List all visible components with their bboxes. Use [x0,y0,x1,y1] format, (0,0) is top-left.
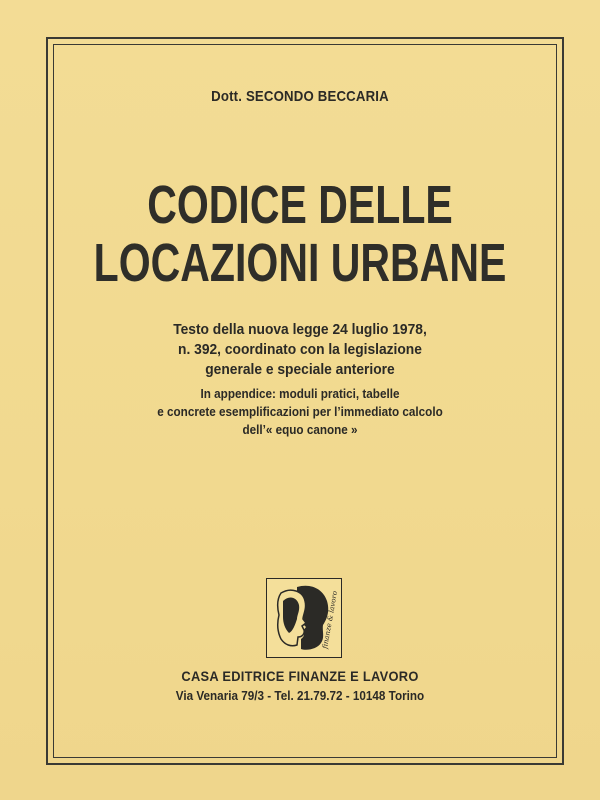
subtitle-line-1: Testo della nuova legge 24 luglio 1978, [173,321,427,338]
publisher-name: CASA EDITRICE FINANZE E LAVORO [181,668,419,684]
svg-text:finanze & lavoro: finanze & lavoro [321,590,340,650]
book-subtitle [24,320,576,380]
appendix-line-1: In appendice: moduli pratici, tabelle [200,386,400,401]
title-line-2: LOCAZIONI URBANE [93,233,507,293]
book-title [72,176,528,292]
subtitle-line-2: n. 392, coordinato con la legislazione [178,341,422,358]
logo-lettering [267,579,340,656]
appendix-line-3: dell’« equo canone » [242,422,358,437]
author-name: Dott. SECONDO BECCARIA [211,88,389,105]
publisher-logo [266,578,342,658]
appendix-description [30,385,570,439]
appendix-line-2: e concrete esemplificazioni per l’immediato calcolo [157,404,443,419]
title-line-1: CODICE DELLE [147,175,453,235]
subtitle-line-3: generale e speciale anteriore [205,361,395,378]
publisher-address: Via Venaria 79/3 - Tel. 21.79.72 - 10148 Torino [175,688,425,703]
